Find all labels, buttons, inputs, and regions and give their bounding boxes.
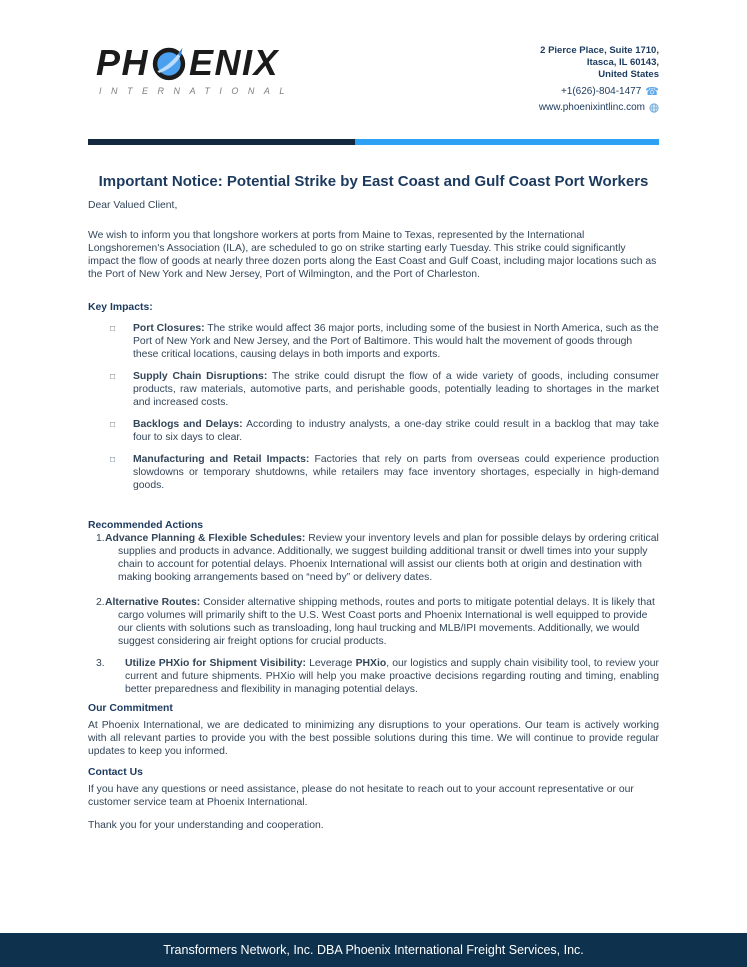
bullet-text: Supply Chain Disruptions: The strike could disrupt the flow of a wide variety of goods, including consumer products, raw materials, automotive parts, and perishable goods, potentially leading to shortages in the market and increased costs. — [133, 371, 660, 408]
list-item — [88, 322, 659, 361]
greeting: Dear Valued Client, — [88, 200, 178, 211]
address-line: Itasca, IL 60143, — [586, 57, 659, 68]
key-impacts-heading: Key Impacts: — [88, 302, 153, 313]
footer-bar — [0, 933, 747, 967]
phoenix-globe-icon — [151, 45, 187, 81]
bullet-text: Port Closures: The strike would affect 36 major ports, including some of the busiest in North America, such as the Port of New York and New Jersey, and the Port of Baltimore. This would halt the movement of goods through these critical locations, causing delays in both imports and exports. — [133, 323, 659, 360]
item-number: 2. — [96, 597, 105, 608]
website-line — [539, 102, 659, 113]
phone-number: +1(626)-804-1477 — [560, 86, 642, 97]
bullet-square-icon: □ — [110, 454, 116, 464]
globe-icon — [649, 103, 659, 113]
contact-block — [539, 45, 659, 113]
bullet-text: Manufacturing and Retail Impacts: Factories that rely on parts from overseas could experience production slowdowns or temporary shutdowns, while retailers may face inventory shortages, especially in high-demand goods. — [133, 454, 659, 491]
list-item — [88, 418, 659, 444]
item-number: 3. — [96, 658, 105, 669]
commitment-paragraph: At Phoenix International, we are dedicated to minimizing any disruptions to your operations. Our team is actively working with all relevant parties to provide you with the best possible solutions during this time. We will continue to provide regular updates to keep you informed. — [88, 720, 659, 757]
logo-text-right: ENIX — [189, 42, 280, 83]
phone-icon: ☎ — [645, 85, 659, 98]
recommended-actions-heading: Recommended Actions — [88, 520, 204, 531]
letterhead — [88, 42, 659, 113]
header-divider — [88, 139, 659, 145]
bullet-square-icon: □ — [110, 323, 116, 333]
contact-us-heading: Contact Us — [88, 767, 143, 778]
numbered-item: 1.Advance Planning & Flexible Schedules: Review your inventory levels and plan for possible delays by ordering critical supplies and products in advance. Additionally, we suggest building additional transit or dwell times into your supply chain to account for potential delays. Phoenix International will assist our clients both at origin and destination with making booking arrangements based on “need by” or delivery dates. — [96, 533, 659, 583]
item-number: 1. — [96, 533, 105, 544]
logo-subtitle: INTERNATIONAL — [99, 86, 294, 96]
contact-us-paragraph: If you have any questions or need assistance, please do not hesitate to reach out to your account representative or our customer service team at Phoenix International. — [88, 784, 634, 808]
logo-text-left: PH — [96, 42, 150, 83]
divider-blue-segment — [355, 139, 659, 145]
bullet-square-icon: □ — [110, 371, 116, 381]
intro-paragraph: We wish to inform you that longshore workers at ports from Maine to Texas, represented by the International Longshoremen's Association (ILA), are scheduled to go on strike starting early Tuesday. This strike could significantly impact the flow of goods at nearly three dozen ports along the East Coast and Gulf Coast, including major locations such as the Port of New York and New Jersey, Port of Wilmington, and the Port of Charleston. — [88, 230, 657, 280]
list-item — [88, 370, 659, 409]
website-link[interactable]: www.phoenixintlinc.com — [538, 102, 645, 113]
divider-dark-segment — [88, 139, 355, 145]
page-title: Important Notice: Potential Strike by East Coast and Gulf Coast Port Workers — [98, 173, 649, 190]
phone-line — [539, 86, 659, 97]
closing-line: Thank you for your understanding and cooperation. — [88, 820, 324, 831]
footer-text: Transformers Network, Inc. DBA Phoenix International Freight Services, Inc. — [163, 943, 584, 957]
numbered-item: 2.Alternative Routes: Consider alternative shipping methods, routes and ports to mitigate potential delays. It is likely that cargo volumes will primarily shift to the U.S. West Coast ports and Phoenix International is well equipped to provide our clients with solutions such as transloading, long haul trucking and MLB/IPI movements. Additionally, we would suggest considering air freight options for crucial products. — [96, 597, 655, 647]
commitment-heading: Our Commitment — [88, 703, 173, 714]
logo-wordmark — [96, 42, 294, 83]
bullet-text: Backlogs and Delays: According to industry analysts, a one-day strike could result in a backlog that may take four to six days to clear. — [133, 419, 659, 443]
list-item — [88, 453, 659, 492]
numbered-item: 3. Utilize PHXio for Shipment Visibility: Leverage PHXio, our logistics and supply chain visibility tool, to review your current and future shipments. PHXio will help you make proactive decisions regarding routing and timing, enabling better preparedness and flexibility in managing potential delays. — [96, 658, 660, 695]
company-logo — [88, 42, 294, 96]
address-line: United States — [598, 69, 659, 80]
address-line: 2 Pierce Place, Suite 1710, — [540, 45, 659, 56]
bullet-square-icon: □ — [110, 419, 116, 429]
